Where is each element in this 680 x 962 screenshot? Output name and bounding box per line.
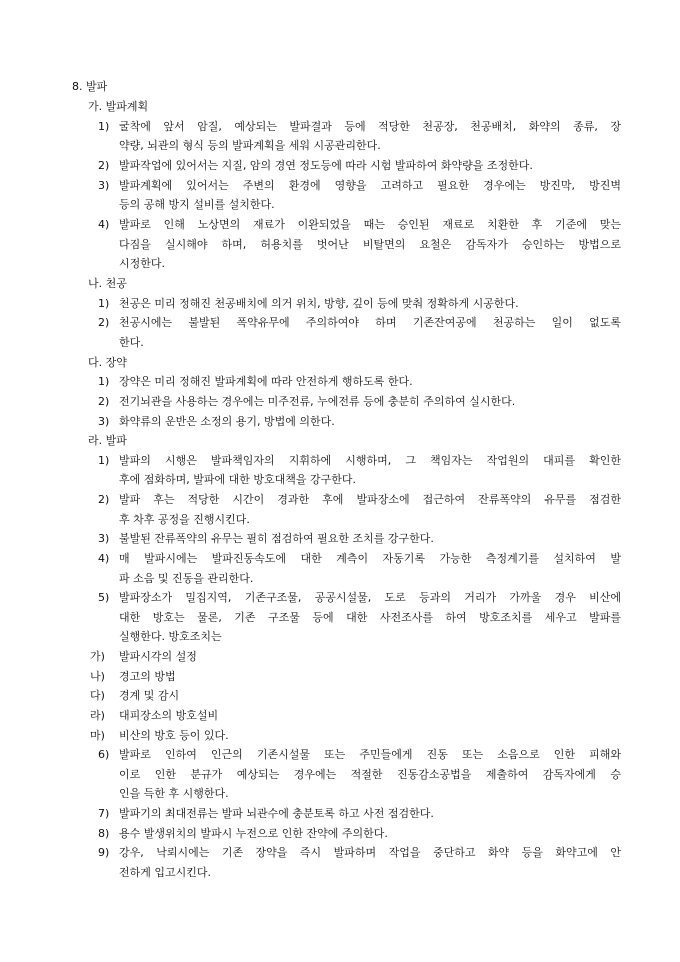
item-number: 2) <box>98 159 110 172</box>
sub-item-number: 가) <box>90 650 105 663</box>
item-number: 1) <box>98 375 110 388</box>
subsection-title: 라. 발파 <box>88 434 127 447</box>
item-number: 5) <box>98 591 110 604</box>
sub-item-number: 나) <box>90 670 105 683</box>
item-number: 2) <box>98 316 110 329</box>
item-text: 천공시에는 불발된 폭약유무에 주의하여야 하며 기존잔여공에 천공하는 일이 없도록 <box>119 316 621 329</box>
item-number: 2) <box>98 395 110 408</box>
item-text: 발파의 시행은 발파책임자의 지휘하에 시행하며, 그 책임자는 작업원의 대피를 확인한 <box>119 454 621 467</box>
sub-item-number: 마) <box>90 729 105 742</box>
item-text: 대한 방호는 물론, 기존 구조물 등에 대한 사전조사를 하여 방호조치를 세우고 발파를 <box>119 611 621 624</box>
item-text: 후 차후 공정을 진행시킨다. <box>119 513 250 526</box>
item-text: 시정한다. <box>119 257 166 270</box>
item-number: 1) <box>98 297 110 310</box>
item-number: 3) <box>98 179 110 192</box>
item-text: 매 발파시에는 발파진동속도에 대한 계측이 자동기록 가능한 측정계기를 설치하여 발 <box>119 552 621 565</box>
sub-item-text: 경계 및 감시 <box>119 689 180 702</box>
item-number: 4) <box>98 218 110 231</box>
item-text: 발파로 인해 노상면의 재료가 이완되었을 때는 승인된 재료로 치환한 후 기준에 맞는 <box>119 218 621 231</box>
item-text: 불발된 잔류폭약의 유무는 필히 점검하여 필요한 조치를 강구한다. <box>119 532 434 545</box>
item-text: 화약류의 운반은 소정의 용기, 방법에 의한다. <box>119 415 335 428</box>
section-heading: 8. 발파 <box>72 80 108 93</box>
subsection-title: 가. 발파계획 <box>88 100 149 113</box>
item-text: 실행한다. 방호조치는 <box>119 630 222 643</box>
item-number: 1) <box>98 120 110 133</box>
item-number: 8) <box>98 827 110 840</box>
item-text: 발파 후는 적당한 시간이 경과한 후에 발파장소에 접근하여 잔류폭약의 유무를 점검한 <box>119 493 621 506</box>
item-number: 3) <box>98 532 110 545</box>
item-text: 장약은 미리 정해진 발파계획에 따라 안전하게 행하도록 한다. <box>119 375 413 388</box>
sub-item-number: 다) <box>90 689 105 702</box>
item-number: 7) <box>98 807 110 820</box>
item-text: 파 소음 및 진동을 관리한다. <box>119 572 254 585</box>
item-number: 3) <box>98 415 110 428</box>
item-text: 이로 인한 분규가 예상되는 경우에는 적절한 진동감소공법을 제출하여 감독자에게 승 <box>119 768 621 781</box>
sub-item-text: 경고의 방법 <box>119 670 176 683</box>
sub-item-text: 대피장소의 방호설비 <box>119 709 219 722</box>
sub-item-text: 발파시각의 설정 <box>119 650 197 663</box>
item-number: 6) <box>98 748 110 761</box>
item-text: 등의 공해 방지 설비를 설치한다. <box>119 198 275 211</box>
item-number: 9) <box>98 846 110 859</box>
item-text: 다짐을 실시해야 하며, 허용치를 벗어난 비탈면의 요철은 감독자가 승인하는 방법으로 <box>119 238 621 251</box>
item-number: 1) <box>98 454 110 467</box>
item-text: 전하게 입고시킨다. <box>119 866 212 879</box>
item-text: 후에 점화하며, 발파에 대한 방호대책을 강구한다. <box>119 473 356 486</box>
item-text: 발파장소가 밀집지역, 기존구조물, 공공시설물, 도로 등과의 거리가 가까울 경우 비산에 <box>119 591 621 604</box>
subsection-title: 나. 천공 <box>88 277 127 290</box>
item-text: 발파작업에 있어서는 지질, 암의 경연 정도등에 따라 시험 발파하여 화약량을 조정한다. <box>119 159 533 172</box>
item-text: 한다. <box>119 336 144 349</box>
sub-item-text: 비산의 방호 등이 있다. <box>119 729 229 742</box>
item-number: 2) <box>98 493 110 506</box>
item-text: 강우, 낙뢰시에는 기존 장약을 즉시 발파하며 작업을 중단하고 화약 등을 화약고에 안 <box>119 846 621 859</box>
sub-item-number: 라) <box>90 709 105 722</box>
item-text: 용수 발생위치의 발파시 누전으로 인한 잔약에 주의한다. <box>119 827 388 840</box>
item-text: 굴착에 앞서 암질, 예상되는 발파결과 등에 적당한 천공장, 천공배치, 화약의 종류, 장 <box>119 120 621 133</box>
item-text: 발파기의 최대전류는 발파 뇌관수에 충분토록 하고 사전 점검한다. <box>119 807 434 820</box>
item-text: 약량, 뇌관의 형식 등의 발파계획을 세워 시공관리한다. <box>119 139 381 152</box>
item-text: 인을 득한 후 시행한다. <box>119 787 229 800</box>
item-text: 발파계획에 있어서는 주변의 환경에 영향을 고려하고 필요한 경우에는 방진막, 방진벽 <box>119 179 621 192</box>
subsection-title: 다. 장약 <box>88 356 127 369</box>
item-text: 천공은 미리 정해진 천공배치에 의거 위치, 방향, 깊이 등에 맞춰 정확하게 시공한다. <box>119 297 519 310</box>
item-text: 발파로 인하여 인근의 기존시설물 또는 주민들에게 진동 또는 소음으로 인한 피해와 <box>119 748 621 761</box>
item-text: 전기뇌관을 사용하는 경우에는 미주전류, 누에전류 등에 충분히 주의하여 실시한다. <box>119 395 516 408</box>
item-number: 4) <box>98 552 110 565</box>
